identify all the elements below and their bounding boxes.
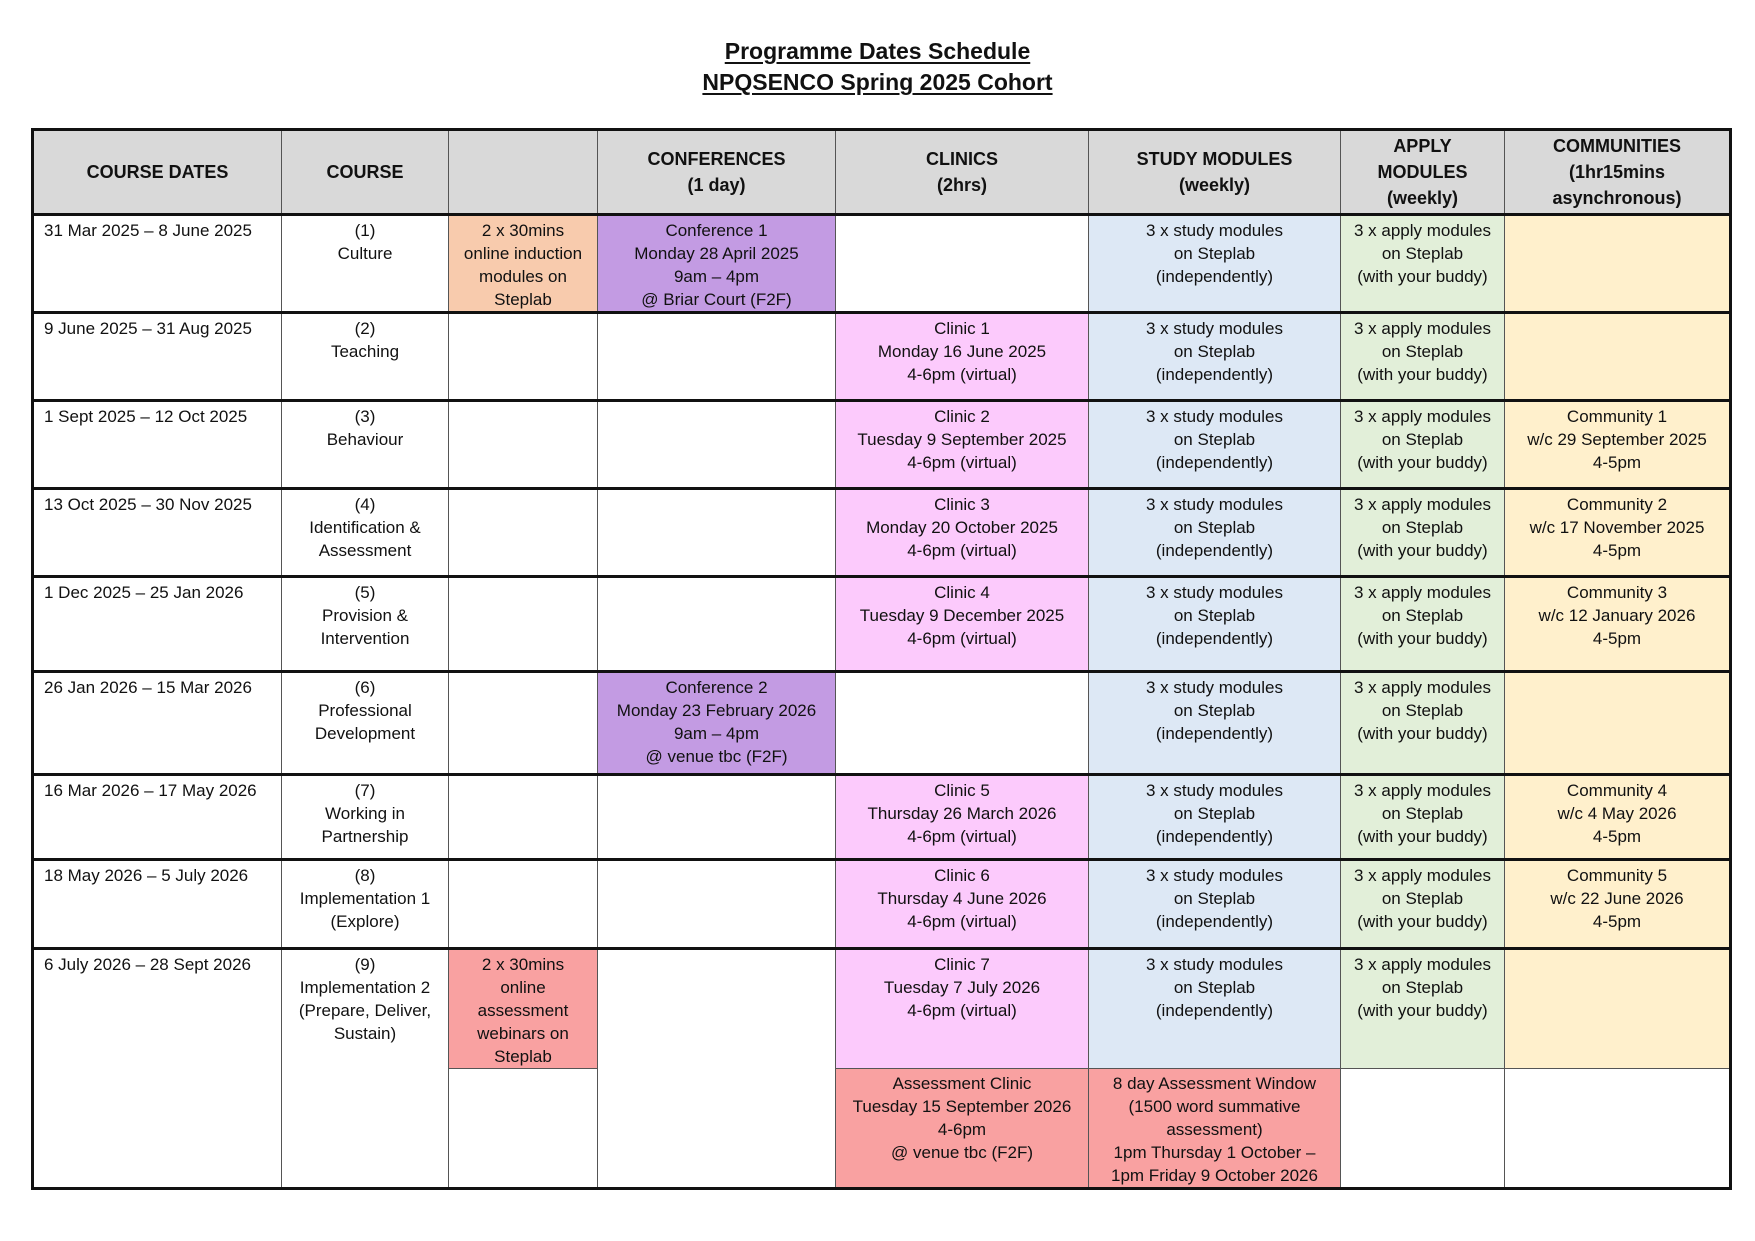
cell-text-line: 3 x study modules [1145,678,1283,697]
header-text: COMMUNITIES [1553,136,1681,156]
cell-text-line: on Steplab [1381,518,1464,537]
cell-text-line: 4-6pm (virtual) [907,912,1017,931]
cell-text-line: Steplab [494,290,552,309]
extra-activity-cell [449,215,598,313]
cell-text-line: (independently) [1155,629,1274,648]
study-modules-cell [1089,401,1341,489]
cell-text-line: on Steplab [1173,518,1256,537]
cell-text-line: Sustain) [333,1024,397,1043]
schedule-row [33,577,1731,672]
cell-text-line: Behaviour [326,430,404,449]
apply-modules-cell [1341,672,1505,775]
cell-text-line: 1pm Friday 9 October 2026 [1111,1166,1318,1185]
schedule-row [33,672,1731,775]
extra-activity-cell [449,775,598,860]
course-cell [282,489,449,577]
assessment-window-cell [1089,1069,1341,1189]
schedule-table [31,128,1732,1190]
community-cell [1505,949,1731,1069]
cell-text-line: Tuesday 7 July 2026 [883,978,1041,997]
cell-text-line: 3 x study modules [1145,955,1283,974]
cell-text-line: (independently) [1155,724,1274,743]
cell-text-line: 1pm Thursday 1 October – [1113,1143,1316,1162]
cell-text-line: w/c 22 June 2026 [1550,889,1684,908]
header-text: COURSE [326,162,404,182]
cell-text-line: Working in [325,804,405,823]
study-modules-cell [1089,949,1341,1069]
cell-text-line: on Steplab [1381,342,1464,361]
cell-text-line: (3) [354,407,376,426]
cell-text-line: (1500 word summative [1128,1097,1301,1116]
cell-text-line: 2 x 30mins [481,221,565,240]
cell-text-line: Community 3 [1566,583,1668,602]
apply-modules-cell [1341,1069,1505,1189]
course-dates-cell: 31 Mar 2025 – 8 June 2025 [33,215,282,313]
cell-text-line: Identification & [309,518,421,537]
study-modules-cell [1089,775,1341,860]
community-cell [1505,577,1731,672]
cell-text-line: 8 day Assessment Window [1112,1074,1317,1093]
cell-text-line: 9am – 4pm [673,267,760,286]
document-title [0,36,1755,98]
cell-text-line: on Steplab [1173,978,1256,997]
cell-text-line: 4-5pm [1592,827,1642,846]
extra-activity-cell [449,949,598,1069]
schedule-row [33,860,1731,949]
extra-activity-cell [449,1069,598,1189]
cell-text-line: 3 x apply modules [1353,407,1492,426]
cell-text-line: Monday 16 June 2025 [877,342,1047,361]
cell-text-line: 3 x apply modules [1353,955,1492,974]
cell-text-line: 9am – 4pm [673,724,760,743]
course-dates-cell: 6 July 2026 – 28 Sept 2026 [33,949,282,1189]
apply-modules-cell [1341,313,1505,401]
cell-text-line: on Steplab [1173,889,1256,908]
schedule-row [33,215,1731,313]
header-course-dates [33,130,282,215]
study-modules-cell [1089,215,1341,313]
cell-text-line: Clinic 2 [934,407,990,426]
cell-text-line: (independently) [1155,827,1274,846]
cell-text-line: 4-5pm [1592,453,1642,472]
cell-text-line: (with your buddy) [1357,827,1488,846]
cell-text-line: 3 x apply modules [1353,495,1492,514]
cell-text-line: @ Briar Court (F2F) [641,290,792,309]
cell-text-line: 2 x 30mins [481,955,565,974]
study-modules-cell [1089,313,1341,401]
cell-text-line: (with your buddy) [1357,724,1488,743]
cell-text-line: (independently) [1155,453,1274,472]
schedule-row [33,489,1731,577]
cell-text-line: assessment [477,1001,569,1020]
cell-text-line: on Steplab [1381,978,1464,997]
course-cell [282,775,449,860]
cell-text-line: (independently) [1155,365,1274,384]
cell-text-line: modules on [479,267,567,286]
cell-text-line: Clinic 5 [934,781,990,800]
cell-text-line: Culture [337,244,393,263]
clinic-cell [836,860,1089,949]
cell-text-line: (6) [354,678,376,697]
conference-cell [598,215,836,313]
cell-text-line: 3 x apply modules [1353,866,1492,885]
cell-text-line: 3 x study modules [1145,866,1283,885]
cell-text-line: on Steplab [1173,244,1256,263]
title-line-1: Programme Dates Schedule [724,38,1031,64]
cell-text-line: 3 x study modules [1145,221,1283,240]
apply-modules-cell [1341,489,1505,577]
community-cell [1505,672,1731,775]
cell-text-line: Conference 1 [665,221,768,240]
cell-text-line: Implementation 2 [299,978,431,997]
cell-text-line: (Prepare, Deliver, [298,1001,432,1020]
cell-text-line: 3 x study modules [1145,583,1283,602]
schedule-row [33,949,1731,1069]
clinic-cell [836,489,1089,577]
cell-text-line: on Steplab [1381,244,1464,263]
course-dates-cell: 18 May 2026 – 5 July 2026 [33,860,282,949]
cell-text-line: (with your buddy) [1357,453,1488,472]
cell-text-line: @ venue tbc (F2F) [645,747,788,766]
clinic-cell [836,577,1089,672]
study-modules-cell [1089,489,1341,577]
apply-modules-cell [1341,949,1505,1069]
cell-text-line: on Steplab [1381,701,1464,720]
cell-text-line: Professional [318,701,412,720]
clinic-cell [836,401,1089,489]
extra-activity-cell [449,401,598,489]
apply-modules-cell [1341,860,1505,949]
schedule-row [33,401,1731,489]
course-dates-cell: 9 June 2025 – 31 Aug 2025 [33,313,282,401]
extra-activity-cell [449,577,598,672]
cell-text-line: 4-6pm (virtual) [907,453,1017,472]
cell-text-line: w/c 4 May 2026 [1557,804,1677,823]
cell-text-line: (independently) [1155,912,1274,931]
cell-text-line: Thursday 4 June 2026 [877,889,1047,908]
course-dates-cell: 26 Jan 2026 – 15 Mar 2026 [33,672,282,775]
conference-cell [598,949,836,1189]
cell-text-line: (7) [354,781,376,800]
assessment-clinic-cell [836,1069,1089,1189]
cell-text-line: (4) [354,495,376,514]
cell-text-line: (5) [354,583,376,602]
cell-text-line: Provision & [322,606,408,625]
header-text: (1 day) [687,175,746,195]
study-modules-cell [1089,577,1341,672]
cell-text-line: Conference 2 [665,678,768,697]
header-text: (weekly) [1386,188,1459,208]
course-cell [282,672,449,775]
cell-text-line: Steplab [494,1047,552,1066]
cell-text-line: online induction [463,244,583,263]
community-cell [1505,775,1731,860]
cell-text-line: Clinic 6 [934,866,990,885]
cell-text-line: Intervention [320,629,410,648]
community-cell [1505,860,1731,949]
cell-text-line: 3 x study modules [1145,407,1283,426]
cell-text-line: @ venue tbc (F2F) [891,1143,1033,1162]
cell-text-line: (1) [354,221,376,240]
header-blank [449,130,598,215]
header-text: STUDY MODULES [1136,149,1293,169]
conference-cell [598,672,836,775]
clinic-cell [836,313,1089,401]
cell-text-line: Community 1 [1566,407,1668,426]
cell-text-line: (8) [354,866,376,885]
conference-cell [598,860,836,949]
cell-text-line: 3 x study modules [1145,319,1283,338]
cell-text-line: on Steplab [1173,701,1256,720]
header-text: MODULES [1377,162,1468,182]
cell-text-line: on Steplab [1173,804,1256,823]
apply-modules-cell [1341,577,1505,672]
course-cell [282,949,449,1189]
cell-text-line: 4-6pm (virtual) [907,541,1017,560]
course-cell [282,313,449,401]
cell-text-line: 3 x apply modules [1353,583,1492,602]
cell-text-line: (independently) [1155,1001,1274,1020]
study-modules-cell [1089,860,1341,949]
cell-text-line: Clinic 7 [934,955,990,974]
extra-activity-cell [449,489,598,577]
cell-text-line: (independently) [1155,267,1274,286]
cell-text-line: Clinic 4 [934,583,990,602]
course-dates-cell: 1 Sept 2025 – 12 Oct 2025 [33,401,282,489]
course-dates-cell: 1 Dec 2025 – 25 Jan 2026 [33,577,282,672]
header-apply-modules [1341,130,1505,215]
conference-cell [598,489,836,577]
cell-text-line: assessment) [1166,1120,1263,1139]
cell-text-line: w/c 17 November 2025 [1529,518,1705,537]
cell-text-line: 3 x apply modules [1353,781,1492,800]
schedule-body [33,215,1731,1189]
cell-text-line: 4-5pm [1592,629,1642,648]
header-text: asynchronous) [1552,188,1682,208]
course-cell [282,215,449,313]
header-course [282,130,449,215]
course-dates-cell: 13 Oct 2025 – 30 Nov 2025 [33,489,282,577]
header-text: (1hr15mins [1568,162,1666,182]
community-cell [1505,489,1731,577]
community-cell [1505,1069,1731,1189]
header-text: CLINICS [926,149,998,169]
conference-cell [598,577,836,672]
cell-text-line: 4-5pm [1592,912,1642,931]
apply-modules-cell [1341,775,1505,860]
header-clinics [836,130,1089,215]
apply-modules-cell [1341,401,1505,489]
cell-text-line: Partnership [321,827,409,846]
cell-text-line: (9) [354,955,376,974]
schedule-row [33,775,1731,860]
community-cell [1505,313,1731,401]
course-cell [282,577,449,672]
cell-text-line: (independently) [1155,541,1274,560]
cell-text-line: 3 x apply modules [1353,678,1492,697]
cell-text-line: Tuesday 9 December 2025 [859,606,1065,625]
header-text: COURSE DATES [86,162,229,182]
cell-text-line: (with your buddy) [1357,1001,1488,1020]
header-text: CONFERENCES [647,149,786,169]
cell-text-line: 4-6pm (virtual) [907,365,1017,384]
cell-text-line: Teaching [330,342,400,361]
cell-text-line: (with your buddy) [1357,365,1488,384]
cell-text-line: Monday 20 October 2025 [866,518,1058,537]
clinic-cell [836,672,1089,775]
header-communities [1505,130,1731,215]
header-text: (2hrs) [936,175,987,195]
cell-text-line: webinars on [477,1024,569,1043]
extra-activity-cell [449,672,598,775]
cell-text-line: (with your buddy) [1357,541,1488,560]
community-cell [1505,215,1731,313]
cell-text-line: Thursday 26 March 2026 [867,804,1057,823]
cell-text-line: w/c 12 January 2026 [1538,606,1696,625]
cell-text-line: 4-6pm (virtual) [907,1001,1017,1020]
cell-text-line: on Steplab [1173,342,1256,361]
header-conferences [598,130,836,215]
conference-cell [598,775,836,860]
clinic-cell [836,949,1089,1069]
cell-text-line: 4-6pm (virtual) [907,629,1017,648]
cell-text-line: 3 x apply modules [1353,319,1492,338]
cell-text-line: Community 5 [1566,866,1668,885]
header-study-modules [1089,130,1341,215]
community-cell [1505,401,1731,489]
schedule-row [33,313,1731,401]
title-line-2: NPQSENCO Spring 2025 Cohort [702,69,1053,95]
conference-cell [598,313,836,401]
cell-text-line: on Steplab [1381,804,1464,823]
cell-text-line: 4-5pm [1592,541,1642,560]
cell-text-line: (2) [354,319,376,338]
header-row [33,130,1731,215]
cell-text-line: 3 x study modules [1145,495,1283,514]
extra-activity-cell [449,860,598,949]
cell-text-line: on Steplab [1173,430,1256,449]
course-dates-cell: 16 Mar 2026 – 17 May 2026 [33,775,282,860]
cell-text-line: Tuesday 15 September 2026 [852,1097,1072,1116]
cell-text-line: Monday 23 February 2026 [616,701,817,720]
cell-text-line: Community 2 [1566,495,1668,514]
header-text: (weekly) [1178,175,1251,195]
clinic-cell [836,215,1089,313]
cell-text-line: 4-6pm [937,1120,987,1139]
cell-text-line: Assessment [318,541,412,560]
cell-text-line: on Steplab [1381,430,1464,449]
cell-text-line: (with your buddy) [1357,267,1488,286]
cell-text-line: on Steplab [1381,889,1464,908]
cell-text-line: Assessment Clinic [892,1074,1032,1093]
cell-text-line: 3 x apply modules [1353,221,1492,240]
cell-text-line: Clinic 1 [934,319,990,338]
cell-text-line: online [500,978,546,997]
extra-activity-cell [449,313,598,401]
header-text: APPLY [1393,136,1452,156]
cell-text-line: on Steplab [1173,606,1256,625]
cell-text-line: (Explore) [330,912,400,931]
conference-cell [598,401,836,489]
cell-text-line: Clinic 3 [934,495,990,514]
study-modules-cell [1089,672,1341,775]
cell-text-line: Community 4 [1566,781,1668,800]
cell-text-line: on Steplab [1381,606,1464,625]
cell-text-line: Development [314,724,416,743]
course-cell [282,401,449,489]
cell-text-line: (with your buddy) [1357,912,1488,931]
cell-text-line: 3 x study modules [1145,781,1283,800]
apply-modules-cell [1341,215,1505,313]
cell-text-line: (with your buddy) [1357,629,1488,648]
cell-text-line: Implementation 1 [299,889,431,908]
clinic-cell [836,775,1089,860]
cell-text-line: Monday 28 April 2025 [634,244,799,263]
course-cell [282,860,449,949]
cell-text-line: Tuesday 9 September 2025 [857,430,1067,449]
cell-text-line: w/c 29 September 2025 [1527,430,1707,449]
cell-text-line: 4-6pm (virtual) [907,827,1017,846]
